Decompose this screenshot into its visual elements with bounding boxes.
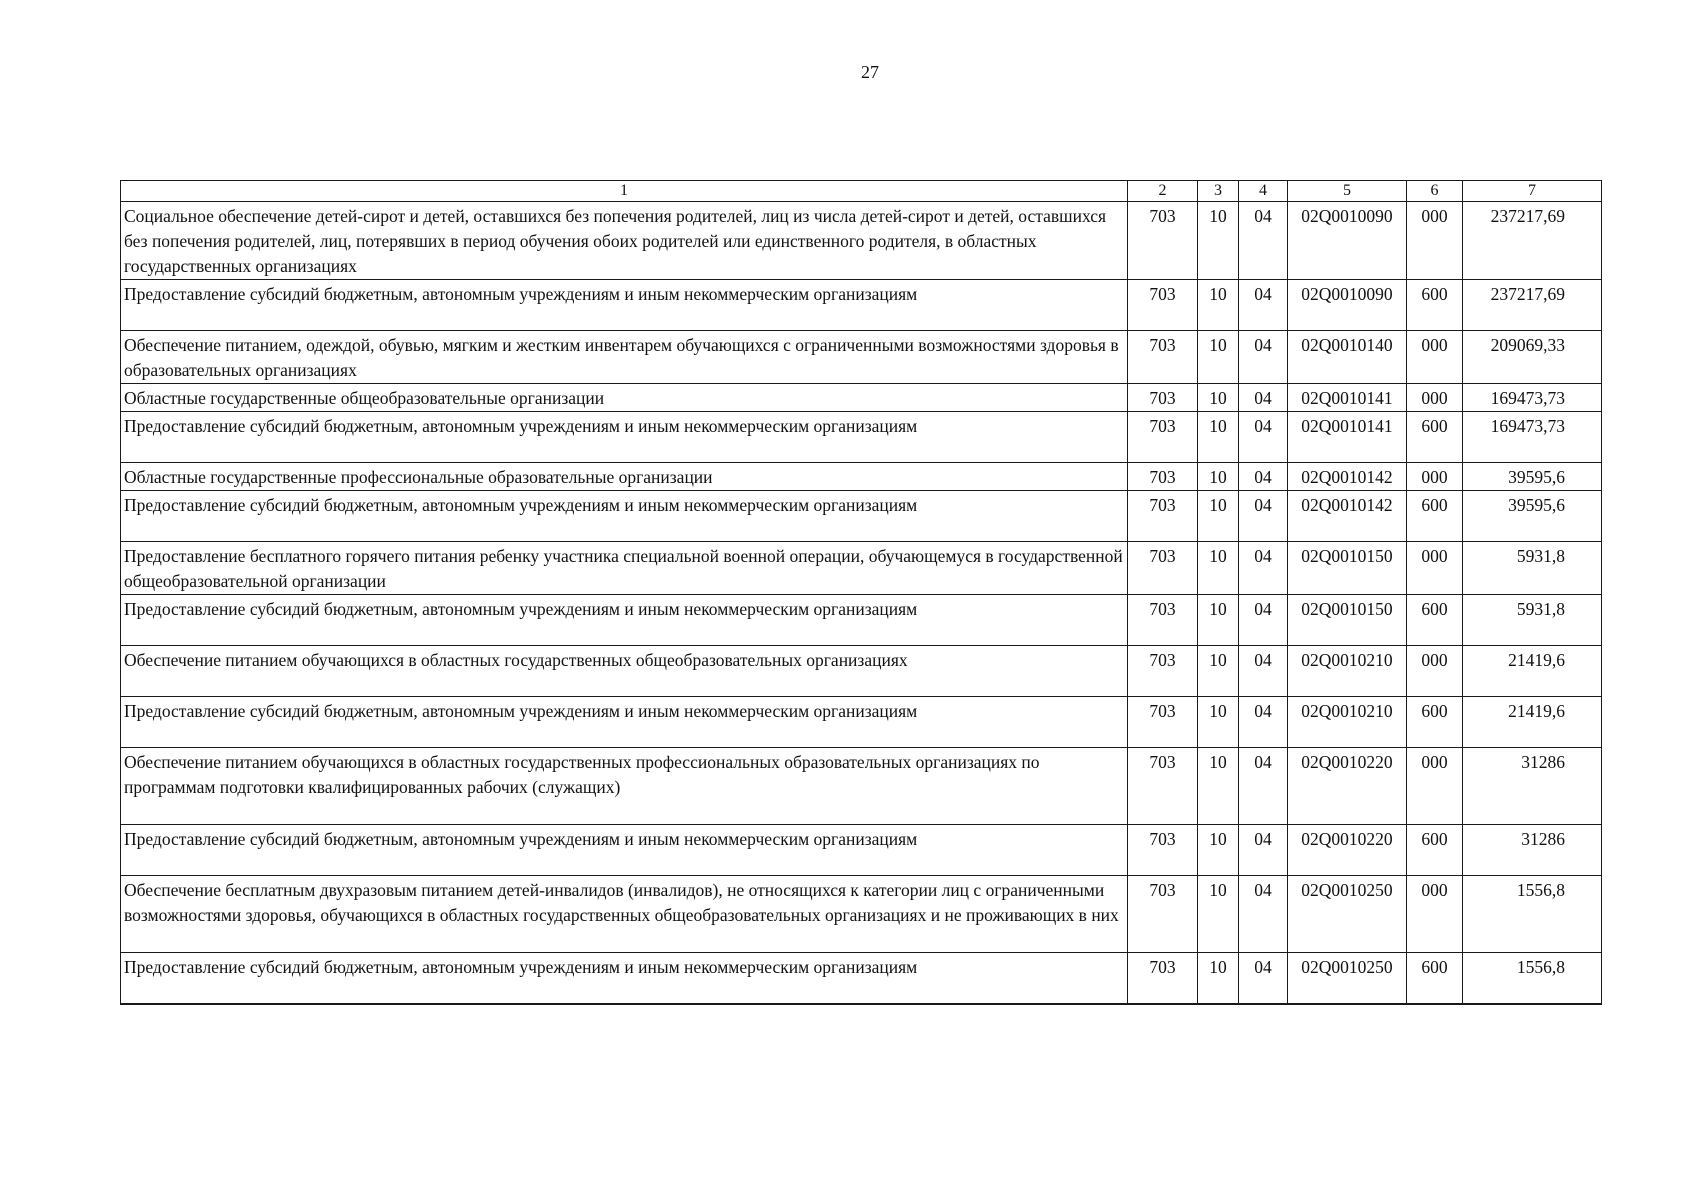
row-target-article: 02Q0010090: [1288, 202, 1407, 280]
row-section-code: 10: [1198, 384, 1239, 412]
row-ministry-code: 703: [1128, 748, 1198, 825]
row-amount: 237217,69: [1463, 202, 1602, 280]
table-row: [121, 202, 1602, 280]
table-row: [121, 876, 1602, 953]
row-subsection-code: 04: [1239, 646, 1288, 697]
row-expense-type: 600: [1407, 412, 1463, 463]
column-header-5: 5: [1288, 181, 1407, 202]
column-header-1: 1: [121, 181, 1128, 202]
row-subsection-code: 04: [1239, 384, 1288, 412]
row-name: Обеспечение питанием, одеждой, обувью, мягким и жестким инвентарем обучающихся с ограниченными возможностями здоровья в образовательных организациях: [121, 331, 1128, 384]
table-row: [121, 595, 1602, 646]
row-amount: 1556,8: [1463, 953, 1602, 1004]
row-subsection-code: 04: [1239, 491, 1288, 542]
row-subsection-code: 04: [1239, 202, 1288, 280]
row-expense-type: 000: [1407, 384, 1463, 412]
row-target-article: 02Q0010141: [1288, 384, 1407, 412]
row-name: Областные государственные общеобразовательные организации: [121, 384, 1128, 412]
row-amount: 39595,6: [1463, 491, 1602, 542]
column-header-3: 3: [1198, 181, 1239, 202]
row-target-article: 02Q0010141: [1288, 412, 1407, 463]
row-ministry-code: 703: [1128, 595, 1198, 646]
row-target-article: 02Q0010090: [1288, 280, 1407, 331]
row-amount: 31286: [1463, 748, 1602, 825]
row-target-article: 02Q0010142: [1288, 491, 1407, 542]
row-section-code: 10: [1198, 463, 1239, 491]
row-section-code: 10: [1198, 697, 1239, 748]
row-target-article: 02Q0010142: [1288, 463, 1407, 491]
row-target-article: 02Q0010210: [1288, 646, 1407, 697]
row-ministry-code: 703: [1128, 542, 1198, 595]
row-expense-type: 000: [1407, 331, 1463, 384]
row-expense-type: 000: [1407, 463, 1463, 491]
row-section-code: 10: [1198, 412, 1239, 463]
row-name: Предоставление субсидий бюджетным, автономным учреждениям и иным некоммерческим организациям: [121, 825, 1128, 876]
row-amount: 169473,73: [1463, 412, 1602, 463]
row-expense-type: 000: [1407, 542, 1463, 595]
row-name: Обеспечение бесплатным двухразовым питанием детей-инвалидов (инвалидов), не относящихся к категории лиц с ограниченными возможностями здоровья, обучающихся в областных государственных общеобразовательных организациях и не проживающих в них: [121, 876, 1128, 953]
row-expense-type: 600: [1407, 595, 1463, 646]
column-header-2: 2: [1128, 181, 1198, 202]
table-row: [121, 646, 1602, 697]
row-section-code: 10: [1198, 491, 1239, 542]
row-name: Предоставление субсидий бюджетным, автономным учреждениям и иным некоммерческим организациям: [121, 595, 1128, 646]
row-expense-type: 000: [1407, 646, 1463, 697]
row-expense-type: 000: [1407, 876, 1463, 953]
row-name: Социальное обеспечение детей-сирот и детей, оставшихся без попечения родителей, лиц из числа детей-сирот и детей, оставшихся без попечения родителей, лиц, потерявших в период обучения обоих родителей или единственного родителя, в областных государственных организациях: [121, 202, 1128, 280]
row-section-code: 10: [1198, 748, 1239, 825]
column-header-6: 6: [1407, 181, 1463, 202]
row-ministry-code: 703: [1128, 825, 1198, 876]
row-amount: 31286: [1463, 825, 1602, 876]
row-ministry-code: 703: [1128, 697, 1198, 748]
row-amount: 209069,33: [1463, 331, 1602, 384]
row-section-code: 10: [1198, 646, 1239, 697]
column-header-7: 7: [1463, 181, 1602, 202]
row-target-article: 02Q0010140: [1288, 331, 1407, 384]
row-subsection-code: 04: [1239, 463, 1288, 491]
row-section-code: 10: [1198, 280, 1239, 331]
table-row: [121, 412, 1602, 463]
row-section-code: 10: [1198, 876, 1239, 953]
row-subsection-code: 04: [1239, 542, 1288, 595]
row-expense-type: 000: [1407, 202, 1463, 280]
row-ministry-code: 703: [1128, 646, 1198, 697]
row-target-article: 02Q0010250: [1288, 876, 1407, 953]
row-target-article: 02Q0010150: [1288, 542, 1407, 595]
row-expense-type: 600: [1407, 280, 1463, 331]
page-number: 27: [861, 62, 879, 82]
row-expense-type: 600: [1407, 491, 1463, 542]
row-subsection-code: 04: [1239, 412, 1288, 463]
row-subsection-code: 04: [1239, 876, 1288, 953]
row-expense-type: 600: [1407, 697, 1463, 748]
row-amount: 237217,69: [1463, 280, 1602, 331]
row-name: Предоставление субсидий бюджетным, автономным учреждениям и иным некоммерческим организациям: [121, 953, 1128, 1004]
budget-table: [120, 180, 1602, 1005]
row-subsection-code: 04: [1239, 697, 1288, 748]
row-name: Предоставление бесплатного горячего питания ребенку участника специальной военной операции, обучающемуся в государственной общеобразовательной организации: [121, 542, 1128, 595]
row-amount: 5931,8: [1463, 595, 1602, 646]
row-subsection-code: 04: [1239, 953, 1288, 1004]
table-row: [121, 331, 1602, 384]
row-ministry-code: 703: [1128, 953, 1198, 1004]
row-section-code: 10: [1198, 825, 1239, 876]
row-target-article: 02Q0010220: [1288, 825, 1407, 876]
row-target-article: 02Q0010250: [1288, 953, 1407, 1004]
row-ministry-code: 703: [1128, 280, 1198, 331]
row-name: Областные государственные профессиональные образовательные организации: [121, 463, 1128, 491]
table-row: [121, 953, 1602, 1004]
row-name: Обеспечение питанием обучающихся в областных государственных профессиональных образовательных организациях по программам подготовки квалифицированных рабочих (служащих): [121, 748, 1128, 825]
row-target-article: 02Q0010210: [1288, 697, 1407, 748]
table-row: [121, 825, 1602, 876]
row-section-code: 10: [1198, 953, 1239, 1004]
row-target-article: 02Q0010220: [1288, 748, 1407, 825]
row-amount: 21419,6: [1463, 697, 1602, 748]
row-expense-type: 000: [1407, 748, 1463, 825]
table-row: [121, 748, 1602, 825]
row-name: Предоставление субсидий бюджетным, автономным учреждениям и иным некоммерческим организациям: [121, 491, 1128, 542]
row-ministry-code: 703: [1128, 412, 1198, 463]
row-amount: 5931,8: [1463, 542, 1602, 595]
column-number-row: [121, 181, 1602, 202]
row-ministry-code: 703: [1128, 876, 1198, 953]
column-header-4: 4: [1239, 181, 1288, 202]
row-amount: 39595,6: [1463, 463, 1602, 491]
row-amount: 21419,6: [1463, 646, 1602, 697]
row-ministry-code: 703: [1128, 384, 1198, 412]
row-subsection-code: 04: [1239, 825, 1288, 876]
row-name: Предоставление субсидий бюджетным, автономным учреждениям и иным некоммерческим организациям: [121, 280, 1128, 331]
row-ministry-code: 703: [1128, 463, 1198, 491]
row-name: Предоставление субсидий бюджетным, автономным учреждениям и иным некоммерческим организациям: [121, 412, 1128, 463]
row-expense-type: 600: [1407, 953, 1463, 1004]
row-subsection-code: 04: [1239, 748, 1288, 825]
row-ministry-code: 703: [1128, 331, 1198, 384]
row-section-code: 10: [1198, 542, 1239, 595]
row-subsection-code: 04: [1239, 331, 1288, 384]
row-name: Обеспечение питанием обучающихся в областных государственных общеобразовательных организациях: [121, 646, 1128, 697]
row-target-article: 02Q0010150: [1288, 595, 1407, 646]
row-section-code: 10: [1198, 595, 1239, 646]
table-row: [121, 697, 1602, 748]
row-section-code: 10: [1198, 331, 1239, 384]
row-amount: 1556,8: [1463, 876, 1602, 953]
row-ministry-code: 703: [1128, 202, 1198, 280]
row-section-code: 10: [1198, 202, 1239, 280]
table-row: [121, 491, 1602, 542]
row-subsection-code: 04: [1239, 280, 1288, 331]
row-name: Предоставление субсидий бюджетным, автономным учреждениям и иным некоммерческим организациям: [121, 697, 1128, 748]
row-amount: 169473,73: [1463, 384, 1602, 412]
table-row: [121, 463, 1602, 491]
row-subsection-code: 04: [1239, 595, 1288, 646]
table-row: [121, 542, 1602, 595]
row-expense-type: 600: [1407, 825, 1463, 876]
table-row: [121, 280, 1602, 331]
table-row: [121, 384, 1602, 412]
row-ministry-code: 703: [1128, 491, 1198, 542]
